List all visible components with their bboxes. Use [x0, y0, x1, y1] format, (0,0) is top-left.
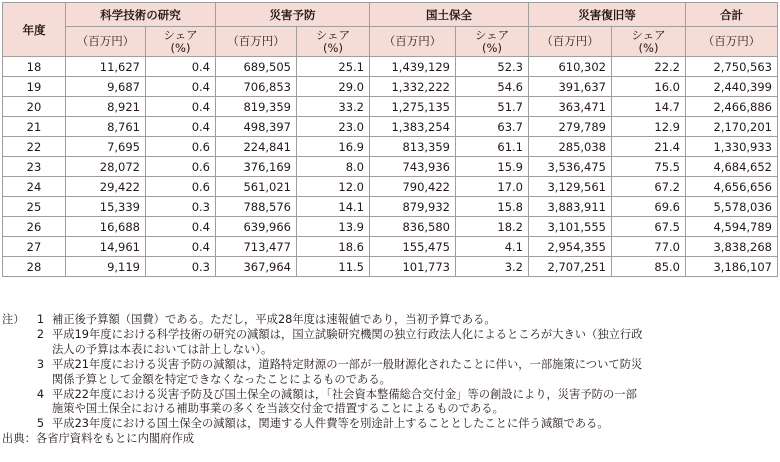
note-line	[2, 388, 778, 403]
note-number	[24, 402, 52, 417]
table-row	[3, 77, 778, 97]
note-prefix: 注）	[2, 313, 25, 326]
budget-table	[2, 2, 778, 277]
amount-cell: 561,021	[216, 177, 297, 197]
year-cell: 19	[3, 77, 66, 97]
share-cell: 0.4	[146, 117, 216, 137]
total-cell: 2,750,563	[686, 57, 778, 77]
share-header: シェア (%)	[456, 27, 529, 57]
unit-header: （百万円）	[686, 27, 778, 57]
share-cell: 12.9	[612, 117, 686, 137]
share-cell: 18.6	[297, 237, 370, 257]
share-cell: 51.7	[456, 97, 529, 117]
share-cell: 54.6	[456, 77, 529, 97]
total-cell: 2,170,201	[686, 117, 778, 137]
note-number: 3	[36, 357, 44, 371]
amount-cell: 8,761	[66, 117, 146, 137]
share-cell: 33.2	[297, 97, 370, 117]
share-header: シェア (%)	[297, 27, 370, 57]
year-cell: 27	[3, 237, 66, 257]
note-text: 平成21年度における災害予防の減額は，道路特定財源の一部が一般財源化されたことに伴い，一部施策について防災	[52, 357, 643, 371]
amount-cell: 391,637	[529, 77, 612, 97]
table-row	[3, 57, 778, 77]
amount-cell: 3,883,911	[529, 197, 612, 217]
unit-header: （百万円）	[66, 27, 146, 57]
header-conservation: 国土保全	[370, 3, 529, 27]
amount-cell: 2,707,251	[529, 257, 612, 277]
share-cell: 14.1	[297, 197, 370, 217]
note-line	[2, 373, 778, 388]
amount-cell: 3,536,475	[529, 157, 612, 177]
amount-cell: 3,129,561	[529, 177, 612, 197]
share-cell: 52.3	[456, 57, 529, 77]
amount-cell: 9,687	[66, 77, 146, 97]
amount-cell: 367,964	[216, 257, 297, 277]
amount-cell: 28,072	[66, 157, 146, 177]
note-text: 補正後予算額（国費）である。ただし，平成28年度は速報値であり，当初予算である。	[52, 313, 496, 326]
amount-cell: 376,169	[216, 157, 297, 177]
note-line	[2, 358, 778, 373]
table-row	[3, 197, 778, 217]
share-cell: 0.6	[146, 137, 216, 157]
share-cell: 0.4	[146, 217, 216, 237]
source-line: 出典：各省庁資料をもとに内閣府作成	[2, 432, 195, 446]
amount-cell: 706,853	[216, 77, 297, 97]
amount-cell: 29,422	[66, 177, 146, 197]
note-text: 施策や国土保全における補助事業の多くを当該交付金で措置することによるものである。	[52, 402, 504, 416]
year-cell: 26	[3, 217, 66, 237]
total-cell: 4,656,656	[686, 177, 778, 197]
year-cell: 21	[3, 117, 66, 137]
note-prefix	[2, 343, 24, 358]
amount-cell: 101,773	[370, 257, 456, 277]
amount-cell: 498,397	[216, 117, 297, 137]
header-year: 年度	[3, 3, 66, 57]
amount-cell: 363,471	[529, 97, 612, 117]
amount-cell: 14,961	[66, 237, 146, 257]
share-cell: 67.5	[612, 217, 686, 237]
share-cell: 12.0	[297, 177, 370, 197]
note-text: 法人の予算は本表においては計上しない）。	[52, 342, 273, 356]
header-science: 科学技術の研究	[66, 3, 216, 27]
amount-cell: 15,339	[66, 197, 146, 217]
amount-cell: 1,439,129	[370, 57, 456, 77]
share-cell: 0.4	[146, 57, 216, 77]
share-cell: 23.0	[297, 117, 370, 137]
note-number: 5	[36, 417, 44, 431]
year-cell: 24	[3, 177, 66, 197]
note-text: 平成22年度における災害予防及び国土保全の減額は，「社会資本整備総合交付金」等の創設により，災害予防の一部	[52, 387, 637, 401]
table-row	[3, 177, 778, 197]
amount-cell: 1,332,222	[370, 77, 456, 97]
amount-cell: 879,932	[370, 197, 456, 217]
table-row	[3, 117, 778, 137]
share-cell: 3.2	[456, 257, 529, 277]
share-cell: 15.8	[456, 197, 529, 217]
amount-cell: 11,627	[66, 57, 146, 77]
note-text: 関係予算として金額を特定できなくなったことによるものである。	[52, 372, 391, 386]
note-prefix	[2, 358, 24, 373]
note-text: 平成23年度における国土保全の減額は，関連する人件費等を別途計上することとしたことに伴う減額である。	[52, 417, 609, 431]
share-cell: 0.4	[146, 237, 216, 257]
year-cell: 22	[3, 137, 66, 157]
amount-cell: 1,275,135	[370, 97, 456, 117]
year-cell: 18	[3, 57, 66, 77]
amount-cell: 819,359	[216, 97, 297, 117]
note-prefix	[2, 417, 24, 432]
note-line	[2, 417, 778, 432]
amount-cell: 279,789	[529, 117, 612, 137]
amount-cell: 813,359	[370, 137, 456, 157]
header-prevention: 災害予防	[216, 3, 370, 27]
unit-header: （百万円）	[370, 27, 456, 57]
amount-cell: 8,921	[66, 97, 146, 117]
share-cell: 67.2	[612, 177, 686, 197]
note-number: 2	[36, 327, 44, 341]
year-cell: 28	[3, 257, 66, 277]
share-cell: 4.1	[456, 237, 529, 257]
total-cell: 3,186,107	[686, 257, 778, 277]
share-cell: 69.6	[612, 197, 686, 217]
unit-header: （百万円）	[216, 27, 297, 57]
total-cell: 5,578,036	[686, 197, 778, 217]
share-cell: 63.7	[456, 117, 529, 137]
table-row	[3, 237, 778, 257]
notes-list	[2, 313, 778, 432]
share-cell: 0.4	[146, 97, 216, 117]
notes-section	[2, 313, 778, 447]
amount-cell: 224,841	[216, 137, 297, 157]
share-cell: 11.5	[297, 257, 370, 277]
share-cell: 15.9	[456, 157, 529, 177]
note-line	[2, 313, 778, 328]
amount-cell: 155,475	[370, 237, 456, 257]
share-cell: 18.2	[456, 217, 529, 237]
total-cell: 2,440,399	[686, 77, 778, 97]
amount-cell: 285,038	[529, 137, 612, 157]
amount-cell: 2,954,355	[529, 237, 612, 257]
amount-cell: 639,966	[216, 217, 297, 237]
note-number	[24, 373, 52, 388]
amount-cell: 1,383,254	[370, 117, 456, 137]
share-cell: 0.6	[146, 177, 216, 197]
note-number	[24, 343, 52, 358]
share-cell: 0.3	[146, 257, 216, 277]
share-cell: 16.9	[297, 137, 370, 157]
table-row	[3, 157, 778, 177]
table-row	[3, 97, 778, 117]
amount-cell: 689,505	[216, 57, 297, 77]
total-cell: 4,684,652	[686, 157, 778, 177]
amount-cell: 16,688	[66, 217, 146, 237]
table-row	[3, 257, 778, 277]
share-cell: 29.0	[297, 77, 370, 97]
share-header: シェア (%)	[612, 27, 686, 57]
amount-cell: 836,580	[370, 217, 456, 237]
table-row	[3, 137, 778, 157]
header-recovery: 災害復旧等	[529, 3, 686, 27]
share-cell: 0.4	[146, 77, 216, 97]
amount-cell: 743,936	[370, 157, 456, 177]
share-cell: 85.0	[612, 257, 686, 277]
note-prefix	[2, 328, 24, 343]
year-cell: 20	[3, 97, 66, 117]
note-number: 1	[36, 313, 44, 326]
amount-cell: 610,302	[529, 57, 612, 77]
header-total: 合計	[686, 3, 778, 27]
year-cell: 23	[3, 157, 66, 177]
share-header: シェア (%)	[146, 27, 216, 57]
year-cell: 25	[3, 197, 66, 217]
share-cell: 13.9	[297, 217, 370, 237]
amount-cell: 788,576	[216, 197, 297, 217]
share-cell: 25.1	[297, 57, 370, 77]
note-prefix	[2, 402, 24, 417]
note-prefix	[2, 388, 24, 403]
note-line	[2, 328, 778, 343]
total-cell: 2,466,886	[686, 97, 778, 117]
note-number: 4	[36, 387, 44, 401]
amount-cell: 713,477	[216, 237, 297, 257]
amount-cell: 790,422	[370, 177, 456, 197]
share-cell: 0.3	[146, 197, 216, 217]
share-cell: 75.5	[612, 157, 686, 177]
amount-cell: 9,119	[66, 257, 146, 277]
note-line	[2, 343, 778, 358]
share-cell: 61.1	[456, 137, 529, 157]
share-cell: 21.4	[612, 137, 686, 157]
amount-cell: 3,101,555	[529, 217, 612, 237]
note-line	[2, 402, 778, 417]
total-cell: 3,838,268	[686, 237, 778, 257]
unit-header: （百万円）	[529, 27, 612, 57]
share-cell: 77.0	[612, 237, 686, 257]
total-cell: 4,594,789	[686, 217, 778, 237]
share-cell: 0.6	[146, 157, 216, 177]
share-cell: 14.7	[612, 97, 686, 117]
table-row	[3, 217, 778, 237]
share-cell: 16.0	[612, 77, 686, 97]
total-cell: 1,330,933	[686, 137, 778, 157]
note-text: 平成19年度における科学技術の研究の減額は，国立試験研究機関の独立行政法人化によるところが大きい（独立行政	[52, 327, 643, 341]
share-cell: 22.2	[612, 57, 686, 77]
share-cell: 17.0	[456, 177, 529, 197]
note-prefix	[2, 373, 24, 388]
share-cell: 8.0	[297, 157, 370, 177]
amount-cell: 7,695	[66, 137, 146, 157]
table-body	[3, 57, 778, 277]
